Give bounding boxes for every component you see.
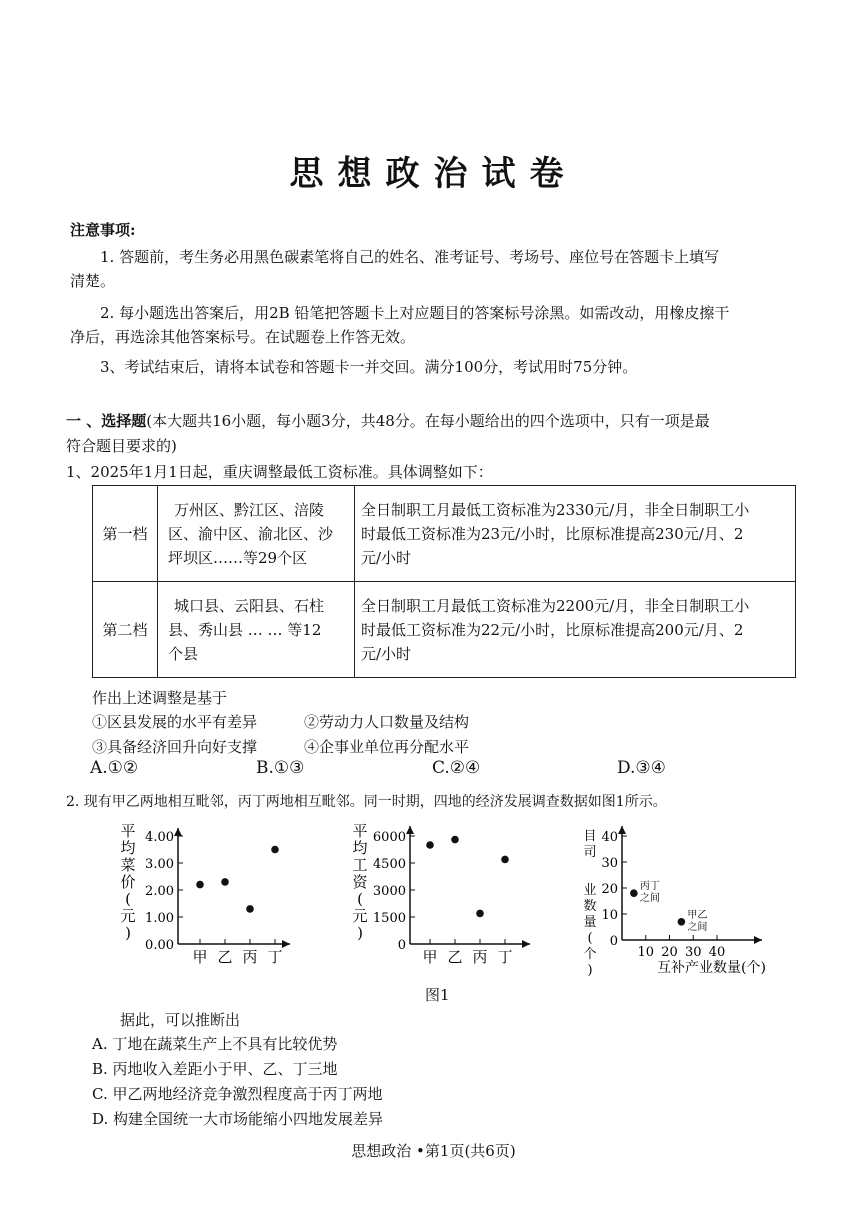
- y-axis-label: 业: [583, 883, 597, 898]
- y-axis-label: (: [357, 890, 363, 908]
- data-label: 之间: [639, 893, 660, 905]
- y-axis-label: 菜: [120, 856, 136, 874]
- q2-stem: 2. 现有甲乙两地相互毗邻，丙丁两地相互毗邻。同一时期，四地的经济发展调查数据如图1所示。: [66, 794, 667, 810]
- data-point: [630, 889, 638, 897]
- y-tick-label: 1500: [372, 911, 406, 926]
- data-point: [196, 881, 204, 889]
- data-point: [246, 905, 254, 913]
- y-tick-label: 40: [601, 830, 618, 845]
- q2-option-c[interactable]: C. 甲乙两地经济竞争激烈程度高于丙丁两地: [92, 1085, 383, 1103]
- data-label: 甲乙: [687, 909, 708, 921]
- y-tick-label: 20: [601, 882, 618, 897]
- data-point: [678, 918, 686, 926]
- data-point: [501, 856, 509, 864]
- data-label: 丙丁: [639, 881, 660, 893]
- standard-line: 元/小时: [361, 548, 412, 567]
- x-tick-label: 丁: [267, 948, 283, 966]
- section-desc-2: 符合题目要求的): [66, 437, 177, 455]
- statement: ②劳动力人口数量及结构: [304, 713, 470, 731]
- y-tick-label: 4500: [372, 857, 406, 872]
- y-axis-label: 资: [352, 873, 368, 891]
- regions-cell: [158, 486, 355, 582]
- q1-option-b[interactable]: B.①③: [256, 758, 305, 778]
- y-tick-label: 4.00: [145, 830, 174, 845]
- y-tick-label: 2.00: [145, 884, 174, 899]
- section-desc: (本大题共16小题，每小题3分，共48分。在每小题给出的四个选项中，只有一项是最: [146, 412, 710, 430]
- statement: ①区县发展的水平有差异: [92, 713, 258, 731]
- y-axis-label: 平: [120, 822, 136, 840]
- notice-item: 2. 每小题选出答案后，用2B 铅笔把答题卡上对应题目的答案标号涂黑。如需改动，用橡皮擦干: [100, 304, 730, 322]
- y-axis-label: ): [125, 924, 131, 942]
- y-tick-label: 3000: [372, 884, 406, 899]
- q1-option-a[interactable]: A.①②: [90, 758, 139, 778]
- regions-line: 万州区、黔江区、涪陵: [174, 500, 325, 519]
- y-axis-label: (: [125, 890, 131, 908]
- x-tick-label: 10: [637, 945, 655, 960]
- y-axis-arrow: [174, 828, 182, 836]
- standard-cell: [355, 486, 796, 582]
- y-axis-arrow: [618, 826, 626, 834]
- table-row: [93, 486, 796, 582]
- y-axis-label: 价: [120, 873, 136, 891]
- y-tick-label: 1.00: [145, 911, 174, 926]
- data-point: [426, 841, 434, 849]
- data-point: [271, 846, 279, 854]
- standard-line: 时最低工资标准为23元/小时，比原标准提高230元/月、2: [361, 524, 744, 543]
- x-axis-arrow: [282, 940, 290, 948]
- standard-cell: [355, 582, 796, 678]
- standard-line: 时最低工资标准为22元/小时，比原标准提高200元/月、2: [361, 620, 744, 639]
- notice-item: 3、考试结束后，请将本试卷和答题卡一并交回。满分100分，考试用时75分钟。: [100, 358, 638, 376]
- y-axis-label: 工: [352, 856, 368, 874]
- section-heading: [66, 408, 710, 434]
- standard-line: 全日制职工月最低工资标准为2330元/月，非全日制职工小: [361, 500, 750, 519]
- page-footer: 思想政治 •第1页(共6页): [351, 1142, 516, 1160]
- x-tick-label: 20: [661, 945, 678, 960]
- level-cell: 第一档: [93, 486, 158, 582]
- q2-option-a[interactable]: A. 丁地在蔬菜生产上不具有比较优势: [92, 1035, 338, 1053]
- y-axis-label: 个: [583, 947, 597, 962]
- statement: ③具备经济回升向好支撑: [92, 738, 258, 756]
- level-cell: 第二档: [93, 582, 158, 678]
- q1-prompt: 作出上述调整是基于: [92, 689, 228, 707]
- notice-item: 1. 答题前，考生务必用黑色碳素笔将自己的姓名、准考证号、考场号、座位号在答题卡上填写: [100, 248, 720, 266]
- x-tick-label: 乙: [447, 948, 463, 966]
- y-axis-label: 元: [120, 907, 136, 925]
- notice-item: 清楚。: [70, 272, 116, 290]
- notice-item: 净后，再选涂其他答案标号。在试题卷上作答无效。: [70, 328, 416, 346]
- x-tick-label: 甲: [192, 948, 208, 966]
- standard-line: 元/小时: [361, 644, 412, 663]
- y-tick-label: 6000: [372, 830, 406, 845]
- figure-caption: 图1: [425, 986, 450, 1004]
- q1-option-c[interactable]: C.②④: [432, 758, 481, 778]
- section-title: 一 、选择题: [66, 412, 147, 430]
- y-axis-label: ): [587, 963, 593, 978]
- regions-line: 坪坝区……等29个区: [168, 548, 308, 567]
- y-axis-label: 司: [583, 845, 597, 860]
- q1-stem: 1、2025年1月1日起，重庆调整最低工资标准。具体调整如下：: [66, 463, 493, 481]
- x-axis-arrow: [754, 936, 762, 944]
- y-tick-label: 0: [609, 934, 618, 949]
- chart-average-vegetable-price: [110, 818, 300, 968]
- x-tick-label: 丙: [242, 948, 258, 966]
- y-axis-label: 目: [583, 829, 597, 844]
- y-axis-arrow: [406, 826, 414, 834]
- q2-option-d[interactable]: D. 构建全国统一大市场能缩小四地发展差异: [92, 1110, 384, 1128]
- notice-heading: 注意事项:: [70, 221, 136, 239]
- x-tick-label: 30: [684, 945, 702, 960]
- q1-table: [92, 485, 796, 678]
- y-axis-label: (: [587, 931, 593, 946]
- table-row: [93, 582, 796, 678]
- page-title: 思想政治试卷: [289, 154, 578, 194]
- y-tick-label: 10: [601, 908, 618, 923]
- data-point: [221, 878, 229, 886]
- chart-industries: [572, 818, 772, 978]
- x-axis-arrow: [522, 940, 530, 948]
- standard-line: 全日制职工月最低工资标准为2200元/月，非全日制职工小: [361, 596, 750, 615]
- regions-line: 县、秀山县 … … 等12: [168, 620, 322, 639]
- y-tick-label: 0: [397, 938, 406, 953]
- statement: ④企事业单位再分配水平: [304, 738, 470, 756]
- y-tick-label: 3.00: [145, 857, 174, 872]
- y-axis-label: 数: [583, 899, 597, 914]
- y-axis-label: ): [357, 924, 363, 942]
- y-axis-label: 元: [352, 907, 368, 925]
- x-tick-label: 40: [708, 945, 726, 960]
- q2-prompt: 据此，可以推断出: [120, 1011, 241, 1029]
- x-tick-label: 丁: [497, 948, 513, 966]
- data-label: 之间: [687, 921, 708, 933]
- x-tick-label: 丙: [472, 948, 488, 966]
- x-tick-label: 乙: [217, 948, 233, 966]
- q2-option-b[interactable]: B. 丙地收入差距小于甲、乙、丁三地: [92, 1060, 338, 1078]
- regions-line: 城口县、云阳县、石柱: [174, 596, 325, 615]
- y-tick-label: 30: [601, 856, 618, 871]
- x-tick-label: 甲: [422, 948, 438, 966]
- q1-option-d[interactable]: D.③④: [617, 758, 666, 778]
- y-axis-label: 均: [120, 839, 136, 857]
- regions-cell: [158, 582, 355, 678]
- data-point: [476, 910, 484, 918]
- regions-line: 区、渝中区、渝北区、沙: [168, 524, 334, 543]
- regions-line: 个县: [168, 644, 199, 663]
- y-tick-label: 0.00: [145, 938, 174, 953]
- chart-average-wage: [340, 818, 530, 968]
- data-point: [451, 836, 459, 844]
- x-axis-label: 互补产业数量(个): [657, 960, 766, 976]
- y-axis-label: 平: [352, 822, 368, 840]
- y-axis-label: 均: [352, 839, 368, 857]
- y-axis-label: 量: [583, 915, 597, 930]
